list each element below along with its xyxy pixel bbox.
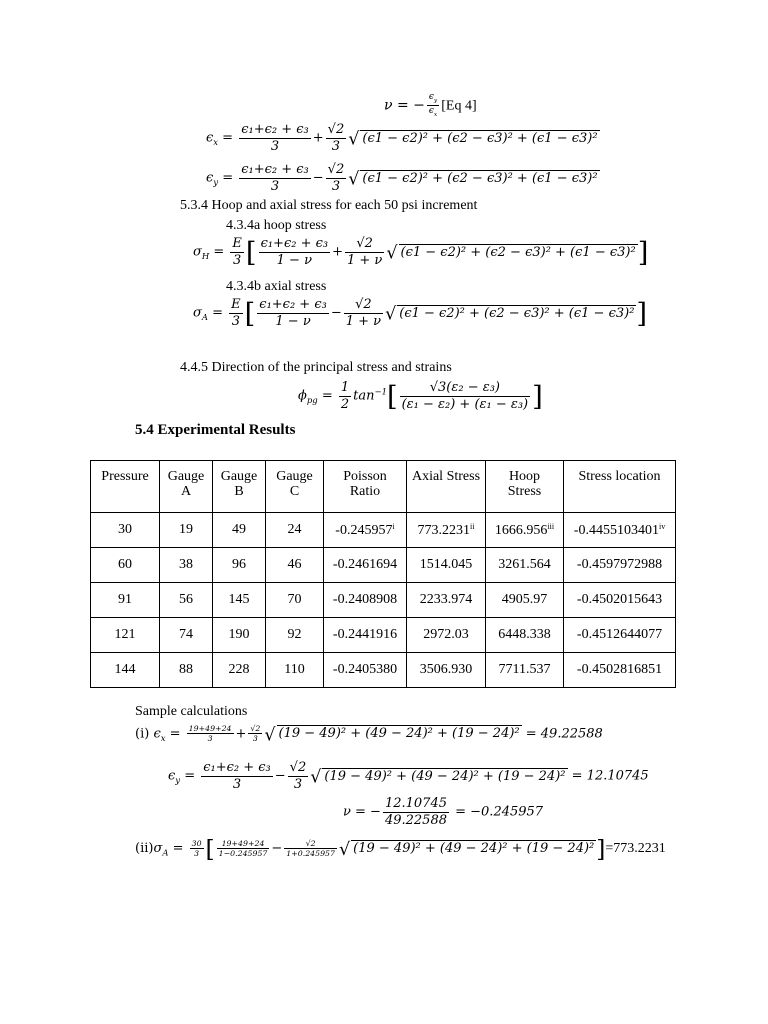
root-frac bbox=[248, 724, 262, 744]
frac-num: 12.10745 bbox=[384, 796, 447, 811]
cell-pressure: 60 bbox=[91, 548, 160, 583]
cell-gauge-c: 92 bbox=[266, 618, 324, 653]
frac-num: ϵ₁+ϵ₂ + ϵ₃ bbox=[259, 297, 327, 312]
eq-poisson bbox=[384, 92, 477, 119]
frac-num: 19+49+24 bbox=[221, 838, 265, 848]
lhs-sym: ϵ bbox=[153, 726, 161, 742]
op-sign: − bbox=[330, 305, 342, 321]
cell-poisson: -0.2405380 bbox=[324, 653, 407, 688]
cell-hoop: 3261.564 bbox=[486, 548, 564, 583]
cell-location: -0.4502816851 bbox=[564, 653, 676, 688]
lhs-sym: σ bbox=[193, 305, 202, 321]
sample-eq-sigma-a bbox=[135, 835, 666, 863]
heading-5-3-4: 5.3.4 Hoop and axial stress for each 50 psi increment bbox=[180, 198, 478, 213]
frac-den: 3 bbox=[239, 178, 311, 195]
lhs-sub: y bbox=[213, 177, 219, 188]
header-line: Stress location bbox=[578, 469, 661, 484]
frac-den: (ε₁ − ε₂) + (ε₁ − ε₃) bbox=[401, 396, 529, 412]
table-row bbox=[91, 653, 676, 688]
heading-4-4-5: 4.4.5 Direction of the principal stress and strains bbox=[180, 360, 452, 375]
root-frac bbox=[326, 162, 347, 194]
cell-pressure: 30 bbox=[91, 513, 160, 548]
op-sign: + bbox=[312, 130, 324, 146]
eq-sign: = bbox=[207, 305, 228, 321]
col-header-gauge-b bbox=[213, 461, 266, 513]
section-heading bbox=[135, 421, 295, 439]
footnote-ref[interactable]: ii bbox=[470, 521, 475, 531]
heading-4-3-4b: 4.3.4b axial stress bbox=[226, 279, 327, 294]
frac-den: 3 bbox=[190, 848, 204, 858]
col-header-location bbox=[564, 461, 676, 513]
left-bracket: [ bbox=[205, 835, 215, 863]
cell-pressure: 144 bbox=[91, 653, 160, 688]
eq-sign: = bbox=[180, 768, 200, 784]
e-frac bbox=[229, 297, 243, 329]
cell-gauge-a: 38 bbox=[160, 548, 213, 583]
footnote-ref[interactable]: iii bbox=[547, 521, 555, 531]
lhs-sym: ν = − bbox=[343, 804, 381, 820]
sum-frac bbox=[201, 760, 273, 792]
col-header-axial bbox=[407, 461, 486, 513]
cell-location: -0.4502015643 bbox=[564, 583, 676, 618]
frac-num: √2 bbox=[289, 760, 307, 775]
frac-den bbox=[427, 105, 439, 119]
table-header-row bbox=[91, 461, 676, 513]
radical-icon: √ bbox=[385, 304, 397, 325]
frac-num: √2 bbox=[305, 838, 316, 848]
sum-frac bbox=[257, 297, 329, 329]
root-frac bbox=[345, 236, 384, 268]
nu-frac bbox=[383, 796, 449, 828]
heading-5-4: 5.4 Experimental Results bbox=[135, 422, 296, 438]
frac-num: √2 bbox=[250, 724, 261, 733]
cell-gauge-b: 96 bbox=[213, 548, 266, 583]
root-frac bbox=[344, 297, 383, 329]
header-line: Poisson bbox=[343, 469, 387, 484]
frac-den: 1 − ν bbox=[257, 313, 329, 330]
table-row bbox=[91, 513, 676, 548]
header-line: B bbox=[234, 484, 244, 500]
heading-4-3-4a: 4.3.4a hoop stress bbox=[226, 218, 327, 233]
result: = 12.10745 bbox=[567, 768, 649, 784]
col-header-pressure bbox=[91, 461, 160, 513]
frac-num: √2 bbox=[327, 122, 345, 137]
frac-num bbox=[427, 92, 439, 105]
radical-icon: √ bbox=[338, 840, 351, 860]
table-row bbox=[91, 548, 676, 583]
header-line: Stress bbox=[507, 484, 542, 500]
frac-num: E bbox=[231, 297, 241, 312]
cell-poisson: -0.2441916 bbox=[324, 618, 407, 653]
frac-den: 3 bbox=[201, 776, 273, 793]
frac-den: 1 − ν bbox=[259, 252, 331, 269]
lhs-sym: σ bbox=[193, 244, 202, 260]
half-frac bbox=[339, 380, 351, 412]
op-sign: + bbox=[235, 726, 247, 742]
cell-location bbox=[564, 513, 676, 548]
lhs-sub: A bbox=[162, 847, 169, 858]
cell-value: 1666.956 bbox=[494, 522, 548, 538]
frac-den: 3 bbox=[326, 178, 347, 195]
lhs-sym: ϵ bbox=[168, 768, 176, 784]
den-sub: x bbox=[433, 111, 438, 118]
eq-sign: = bbox=[218, 170, 238, 186]
sample-label: (i) bbox=[135, 726, 154, 742]
eq-sign: = bbox=[209, 244, 229, 260]
sample-eq-epsilon-y bbox=[168, 760, 649, 792]
frac-den: 1 + ν bbox=[347, 252, 383, 268]
frac-num: ϵ₁+ϵ₂ + ϵ₃ bbox=[241, 122, 309, 137]
cell-hoop: 7711.537 bbox=[486, 653, 564, 688]
lhs-sub: x bbox=[213, 137, 219, 148]
sample-calculations-title: Sample calculations bbox=[135, 704, 248, 719]
sample-label: (ii) bbox=[135, 841, 154, 856]
lhs-sym: σ bbox=[153, 841, 163, 856]
header-line: Ratio bbox=[349, 484, 381, 500]
frac-num: √2 bbox=[355, 297, 372, 312]
eq-epsilon-y bbox=[206, 162, 600, 194]
cell-hoop: 4905.97 bbox=[486, 583, 564, 618]
lhs-sub: y bbox=[175, 775, 181, 786]
cell-gauge-b: 49 bbox=[213, 513, 266, 548]
right-bracket: ] bbox=[532, 381, 543, 413]
left-bracket: [ bbox=[244, 298, 256, 330]
cell-value: 773.2231 bbox=[417, 522, 471, 538]
radicand: (ϵ1 − ϵ2)² + (ϵ2 − ϵ3)² + (ϵ1 − ϵ3)² bbox=[362, 130, 598, 146]
cell-gauge-a: 74 bbox=[160, 618, 213, 653]
cell-pressure: 91 bbox=[91, 583, 160, 618]
cell-pressure: 121 bbox=[91, 618, 160, 653]
radical-icon: √ bbox=[348, 129, 360, 150]
frac-den: 1−0.245957 bbox=[218, 849, 268, 858]
eq-phi bbox=[298, 380, 543, 412]
col-header-gauge-a bbox=[160, 461, 213, 513]
cell-gauge-a: 56 bbox=[160, 583, 213, 618]
frac-num: √2 bbox=[327, 162, 345, 177]
result: = −0.245957 bbox=[450, 804, 544, 820]
frac-num: ϵ₁+ϵ₂ + ϵ₃ bbox=[241, 162, 309, 177]
frac-den: 3 bbox=[288, 776, 309, 793]
results-table bbox=[90, 460, 676, 688]
radicand: (ϵ1 − ϵ2)² + (ϵ2 − ϵ3)² + (ϵ1 − ϵ3)² bbox=[362, 170, 598, 186]
radical-icon: √ bbox=[386, 243, 398, 264]
cell-gauge-c: 70 bbox=[266, 583, 324, 618]
cell-axial: 2972.03 bbox=[407, 618, 486, 653]
frac-num: ϵ₁+ϵ₂ + ϵ₃ bbox=[260, 236, 329, 251]
header-line: Gauge bbox=[220, 469, 258, 484]
frac-den: 49.22588 bbox=[384, 812, 447, 828]
lhs-sym: ϵ bbox=[206, 170, 214, 186]
cell-gauge-c: 24 bbox=[266, 513, 324, 548]
frac-den: 1+0.245957 bbox=[286, 849, 335, 858]
tan-fn: tan bbox=[353, 388, 375, 404]
op-sign: − bbox=[271, 841, 283, 856]
lhs-sym: ϵ bbox=[206, 130, 214, 146]
den-sym: ϵ bbox=[428, 105, 434, 116]
cell-axial bbox=[407, 513, 486, 548]
radical-icon: √ bbox=[348, 169, 360, 190]
result: =773.2231 bbox=[605, 841, 666, 856]
cell-axial: 2233.974 bbox=[407, 583, 486, 618]
sample-eq-poisson bbox=[343, 796, 543, 828]
lhs-sub: pg bbox=[306, 395, 318, 406]
col-header-hoop bbox=[486, 461, 564, 513]
e-frac bbox=[230, 236, 244, 268]
header-line: Gauge bbox=[276, 469, 313, 484]
footnote-ref[interactable]: iv bbox=[658, 521, 666, 531]
root-frac bbox=[288, 760, 309, 792]
frac-den: 3 bbox=[239, 138, 311, 155]
lhs-sub: x bbox=[160, 732, 166, 743]
radicand: (19 − 49)² + (49 − 24)² + (19 − 24)² bbox=[324, 768, 566, 784]
sum-frac bbox=[239, 162, 311, 194]
sum-frac bbox=[259, 236, 331, 268]
left-bracket: [ bbox=[245, 237, 257, 269]
eq-tag: [Eq 4] bbox=[441, 98, 477, 114]
cell-poisson: -0.2408908 bbox=[324, 583, 407, 618]
lhs-sub: A bbox=[201, 312, 208, 323]
frac-den: 1 + ν bbox=[345, 313, 382, 329]
frac-num: ϵ₁+ϵ₂ + ϵ₃ bbox=[203, 760, 271, 775]
cell-hoop: 6448.338 bbox=[486, 618, 564, 653]
result: = 49.22588 bbox=[521, 726, 603, 742]
cell-gauge-c: 46 bbox=[266, 548, 324, 583]
cell-hoop bbox=[486, 513, 564, 548]
cell-poisson bbox=[324, 513, 407, 548]
radicand: (ϵ1 − ϵ2)² + (ϵ2 − ϵ3)² + (ϵ1 − ϵ3)² bbox=[400, 244, 636, 260]
footnote-ref[interactable]: i bbox=[392, 521, 395, 531]
cell-gauge-a: 19 bbox=[160, 513, 213, 548]
radical-icon: √ bbox=[264, 725, 276, 746]
frac-den: 3 bbox=[187, 733, 234, 743]
frac-num: 19+49+24 bbox=[188, 724, 232, 733]
cell-location: -0.4512644077 bbox=[564, 618, 676, 653]
frac-num: √3(ε₂ − ε₃) bbox=[429, 380, 500, 395]
table-row bbox=[91, 583, 676, 618]
radicand: (19 − 49)² + (49 − 24)² + (19 − 24)² bbox=[353, 841, 595, 856]
eq-epsilon-x bbox=[206, 122, 600, 154]
cell-gauge-b: 145 bbox=[213, 583, 266, 618]
cell-gauge-b: 228 bbox=[213, 653, 266, 688]
sum-frac bbox=[239, 122, 311, 154]
phi-frac bbox=[400, 380, 531, 412]
frac-den: 3 bbox=[248, 733, 262, 743]
op-sign: − bbox=[312, 170, 324, 186]
frac-den: 3 bbox=[230, 252, 244, 269]
eq-poisson-frac bbox=[427, 92, 439, 119]
right-bracket: ] bbox=[636, 298, 648, 330]
k-frac bbox=[190, 839, 204, 859]
header-line: C bbox=[289, 484, 300, 500]
header-line: A bbox=[180, 484, 192, 500]
eq-sign: = bbox=[218, 130, 238, 146]
col-header-gauge-c bbox=[266, 461, 324, 513]
header-line: Pressure bbox=[101, 469, 149, 484]
cell-gauge-a: 88 bbox=[160, 653, 213, 688]
header-line: Hoop bbox=[508, 469, 541, 484]
num-sub: y bbox=[433, 97, 438, 104]
frac-den: 3 bbox=[229, 313, 243, 330]
frac-den: 3 bbox=[326, 138, 347, 155]
radical-icon: √ bbox=[310, 767, 322, 788]
root-frac bbox=[284, 839, 337, 859]
cell-poisson: -0.2461694 bbox=[324, 548, 407, 583]
cell-gauge-c: 110 bbox=[266, 653, 324, 688]
op-sign: − bbox=[274, 768, 286, 784]
cell-value: -0.4455103401 bbox=[573, 522, 659, 538]
cell-value: -0.245957 bbox=[335, 522, 393, 538]
radicand: (19 − 49)² + (49 − 24)² + (19 − 24)² bbox=[278, 726, 520, 742]
frac-num: 30 bbox=[191, 838, 202, 848]
sum-frac bbox=[217, 839, 270, 859]
header-line: Axial Stress bbox=[411, 469, 481, 484]
op-sign: + bbox=[332, 244, 343, 260]
num-sym: ϵ bbox=[428, 92, 434, 102]
tan-sup: −1 bbox=[374, 386, 387, 397]
lhs-sub: H bbox=[201, 251, 210, 262]
right-bracket: ] bbox=[596, 835, 606, 863]
radicand: (ϵ1 − ϵ2)² + (ϵ2 − ϵ3)² + (ϵ1 − ϵ3)² bbox=[399, 305, 635, 321]
frac-num: E bbox=[232, 236, 242, 251]
lhs-sym: ϕ bbox=[298, 388, 307, 404]
right-bracket: ] bbox=[637, 237, 649, 269]
frac-num: √2 bbox=[356, 236, 373, 251]
sum-frac bbox=[187, 724, 234, 744]
eq-sigma-a bbox=[193, 297, 647, 329]
eq-sign: = bbox=[317, 388, 337, 404]
eq-sigma-h bbox=[193, 236, 648, 268]
root-frac bbox=[326, 122, 347, 154]
cell-location: -0.4597972988 bbox=[564, 548, 676, 583]
eq-poisson-lhs: ν = − bbox=[384, 97, 425, 114]
eq-sign: = bbox=[165, 726, 185, 742]
header-line: Gauge bbox=[167, 469, 205, 484]
frac-den: 2 bbox=[340, 396, 350, 412]
left-bracket: [ bbox=[386, 381, 398, 413]
cell-gauge-b: 190 bbox=[213, 618, 266, 653]
cell-axial: 3506.930 bbox=[407, 653, 486, 688]
cell-axial: 1514.045 bbox=[407, 548, 486, 583]
col-header-poisson bbox=[324, 461, 407, 513]
frac-num: 1 bbox=[340, 380, 350, 395]
sample-eq-epsilon-x bbox=[135, 724, 603, 746]
table-row bbox=[91, 618, 676, 653]
eq-sign: = bbox=[168, 841, 188, 856]
